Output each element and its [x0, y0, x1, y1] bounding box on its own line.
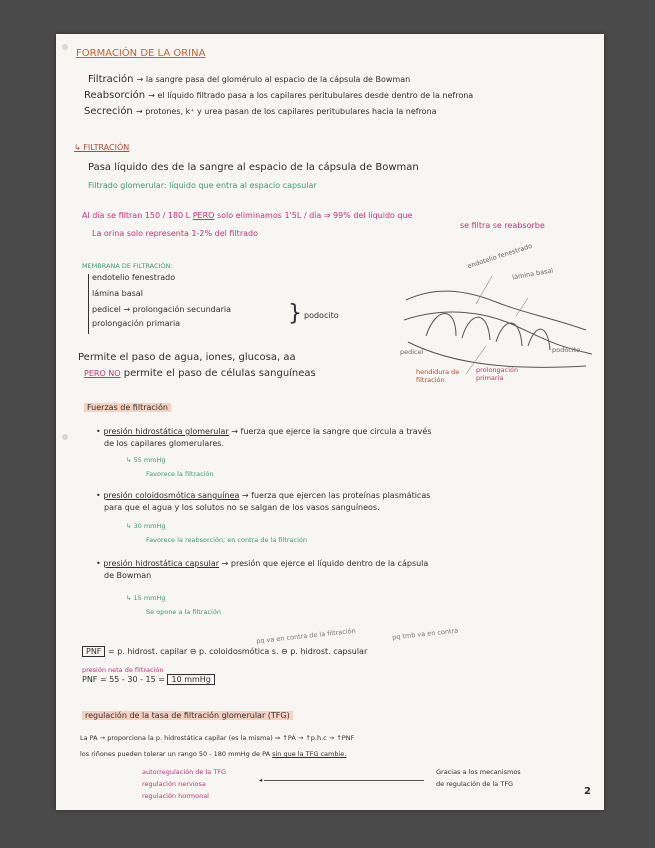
podocito-label: podocito [304, 311, 339, 320]
stat-text: solo eliminamos 1'5L / día ⇒ 99% del líquido que [216, 211, 413, 220]
term-text: → la sangre pasa del glomérulo al espacio de la cápsula de Bowman [136, 75, 411, 84]
arrow-head-icon: ◂ [259, 776, 263, 784]
fuerza-item: • presión hidrostática glomerular → fuerza que ejerce la sangre que circula a través [96, 427, 432, 436]
section-heading-tfg [82, 710, 293, 722]
diagram-label-pedicel: pedicel [400, 348, 424, 356]
filtracion-line: Filtrado glomerular: líquido que entra al espacio capsular [88, 181, 317, 190]
no-permite-line [84, 368, 316, 380]
section-heading-filtracion: ↳ FILTRACIÓN [74, 143, 130, 152]
page-number: 2 [584, 786, 591, 797]
gracias-line: Gracias a los mecanismos [436, 768, 521, 776]
fuerza-value: ↳ 30 mmHg [126, 522, 166, 530]
term-label: Reabsorción [84, 90, 146, 101]
page-title: FORMACIÓN DE LA ORINA [76, 48, 206, 59]
stat-text: Al día se filtran 150 / 180 L [82, 211, 191, 220]
page-hole [62, 434, 68, 440]
no-permite-text: permite el paso de células sanguíneas [123, 368, 316, 379]
fuerza-desc2: de Bowman [104, 571, 152, 580]
diagram-curve-top [406, 291, 586, 330]
tfg-mech: autorregulación de la TFG [142, 768, 227, 776]
fuerza-effect: Favorece la reabsorción; en contra de la filtración [146, 536, 307, 544]
fuerza-desc2: de los capilares glomerulares. [104, 439, 224, 448]
fuerza-effect: Se opone a la filtración [146, 608, 221, 616]
diagram-pedicels [426, 314, 550, 351]
diagram-label-endotelio: endotelio fenestrado [466, 241, 534, 271]
stat-line: La orina solo representa 1-2% del filtrado [92, 229, 258, 238]
intro-line [88, 74, 410, 86]
pero-no-label: PERO NO [84, 369, 121, 378]
tfg-line-text: los riñones pueden tolerar un rango 50 - 180 mmHg de PA [80, 750, 271, 758]
fuerza-name: presión hidrostática capsular [103, 559, 220, 568]
diagram-label-hendidura: hendidura de filtración [416, 368, 460, 384]
gracias-line: de regulación de la TFG [436, 780, 514, 788]
pnf-equation [82, 646, 367, 658]
fuerza-value: ↳ 15 mmHg [126, 594, 166, 602]
diagram-label-lamina: lámina basal [511, 266, 554, 282]
fuerza-value: ↳ 55 mmHg [126, 456, 166, 464]
fuerza-name: presión coloidosmótica sanguínea [103, 491, 240, 500]
pnf-calc [82, 674, 215, 686]
term-label: Filtración [88, 74, 134, 85]
diagram-label-podocito: podocito [552, 346, 581, 354]
membrana-heading: MEMBRANA DE FILTRACIÓN: [82, 262, 173, 270]
membrana-item: prolongación primaria [92, 319, 181, 328]
notebook-page [56, 34, 604, 810]
pnf-calc-text: PNF = 55 - 30 - 15 = [82, 675, 165, 684]
tfg-line [80, 748, 346, 760]
tfg-mech: regulación hormonal [142, 792, 209, 800]
membrana-item: pedicel → prolongación secundaria [92, 305, 232, 314]
arrow-line [264, 780, 424, 781]
brace-icon: } [288, 301, 302, 326]
fuerza-name: presión hidrostática glomerular [103, 427, 229, 436]
fuerza-desc2: para que el agua y los solutos no se salgan de los vasos sanguíneos. [104, 503, 380, 512]
intro-line [84, 90, 473, 102]
section-heading-fuerzas [84, 402, 171, 414]
fuerza-item: • presión coloidosmótica sanguínea → fuerza que ejercen las proteínas plasmáticas [96, 491, 431, 500]
tfg-line-underline: sin que la TFG cambie. [272, 750, 347, 758]
tfg-heading-text: regulación de la tasa de filtración glomerular (TFG) [82, 711, 293, 720]
tfg-mech: regulación nerviosa [142, 780, 206, 788]
membrana-item: endotelio fenestrado [92, 273, 176, 282]
intro-line [84, 106, 437, 118]
term-text: → protones, k⁺ y urea pasan de los capilares peritubulares hacia la nefrona [135, 107, 437, 116]
pnf-note: pq tmb va en contra [391, 626, 459, 642]
term-text: → el líquido filtrado pasa a los capilares peritubulares desde dentro de la nefrona [148, 91, 474, 100]
pnf-label: PNF [82, 646, 105, 657]
diagram-leader [516, 298, 528, 316]
term-label: Secreción [84, 106, 133, 117]
page-hole [62, 44, 68, 50]
fuerza-desc: → fuerza que ejerce la sangre que circula a través [231, 427, 432, 436]
pnf-result: 10 mmHg [167, 674, 214, 685]
tfg-line: La PA → proporciona la p. hidrostática capilar (es la misma) ⇒ ↑PA → ↑p.h.c → ↑PNF [80, 734, 355, 742]
stat-pero: PERO [192, 211, 215, 220]
fuerzas-heading-text: Fuerzas de filtración [84, 403, 171, 412]
membrana-bracket [88, 274, 89, 334]
fuerza-effect: Favorece la filtración [146, 470, 214, 478]
pnf-eq-text: = p. hidrost. capilar ⊖ p. coloidosmótica s. ⊖ p. hidrost. capsular [107, 647, 368, 656]
pnf-neta-label: presión neta de filtración [82, 666, 164, 674]
permite-line: Permite el paso de agua, iones, glucosa, aa [78, 352, 296, 363]
stat-line: se filtra se reabsorbe [460, 221, 545, 230]
pnf-note: pq va en contra de la filtración [255, 626, 357, 646]
filtracion-line: Pasa líquido des de la sangre al espacio de la cápsula de Bowman [88, 162, 419, 173]
membrana-item: lámina basal [92, 289, 143, 298]
fuerza-item: • presión hidrostática capsular → presión que ejerce el líquido dentro de la cápsula [96, 559, 429, 568]
fuerza-desc: → fuerza que ejercen las proteínas plasmáticas [241, 491, 431, 500]
fuerza-desc: → presión que ejerce el líquido dentro de la cápsula [221, 559, 429, 568]
diagram-label-prolongacion: prolongación primaria [476, 366, 519, 382]
stat-line [82, 210, 413, 222]
